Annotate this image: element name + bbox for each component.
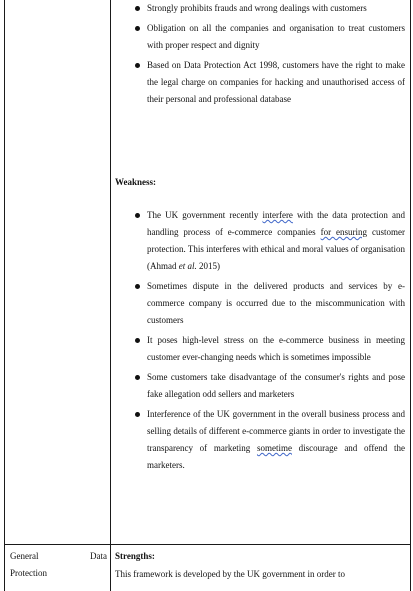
weakness-list bbox=[111, 207, 410, 477]
row-label-line: Protection bbox=[10, 568, 47, 578]
strengths-list bbox=[111, 0, 410, 111]
weakness-heading: Weakness: bbox=[115, 177, 157, 187]
list-item: Sometimes dispute in the delivered products and services by e-commerce company is occurred due to the miscommunication with customers bbox=[111, 278, 410, 329]
row-divider bbox=[5, 544, 410, 545]
bullet-icon bbox=[135, 6, 140, 11]
list-item: Based on Data Protection Act 1998, customers have the right to make the legal charge on companies for hacking and unauthorised access of their personal and professional database bbox=[111, 57, 410, 108]
strengths-heading: Strengths: bbox=[115, 551, 155, 561]
bullet-icon bbox=[135, 213, 140, 218]
row-label-cell bbox=[10, 548, 107, 582]
citation-italic: et al. bbox=[178, 261, 197, 271]
list-item: Obligation on all the companies and organisation to treat customers with proper respect and dignity bbox=[111, 20, 410, 54]
row-label-word: Data bbox=[90, 551, 107, 561]
bullet-icon bbox=[135, 412, 140, 417]
bullet-icon bbox=[135, 375, 140, 380]
analysis-table bbox=[4, 0, 411, 591]
list-item: Strongly prohibits frauds and wrong dealings with customers bbox=[111, 0, 410, 17]
bullet-icon bbox=[135, 63, 140, 68]
spellcheck-underline: for ensuring bbox=[320, 227, 368, 237]
strengths-text: This framework is developed by the UK government in order to bbox=[115, 569, 345, 579]
bullet-icon bbox=[135, 26, 140, 31]
list-item: The UK government recently interfere with the data protection and handling process of e-commerce companies for ensuring customer protection. This interferes with ethical and moral values of organisation (Ahmad et al. 2015) bbox=[111, 207, 410, 275]
spellcheck-underline: sometime bbox=[256, 443, 292, 453]
bullet-icon bbox=[135, 284, 140, 289]
list-item: Interference of the UK government in the overall business process and selling details of different e-commerce giants in order to investigate the transparency of marketing sometime discourage and offend the marketers. bbox=[111, 406, 410, 474]
list-item: Some customers take disadvantage of the consumer's rights and pose fake allegation odd sellers and marketers bbox=[111, 369, 410, 403]
bullet-icon bbox=[135, 338, 140, 343]
row-label-word: General bbox=[10, 551, 39, 561]
spellcheck-underline: interfere bbox=[262, 210, 293, 220]
list-item: It poses high-level stress on the e-commerce business in meeting customer ever-changing needs which is sometimes impossible bbox=[111, 332, 410, 366]
